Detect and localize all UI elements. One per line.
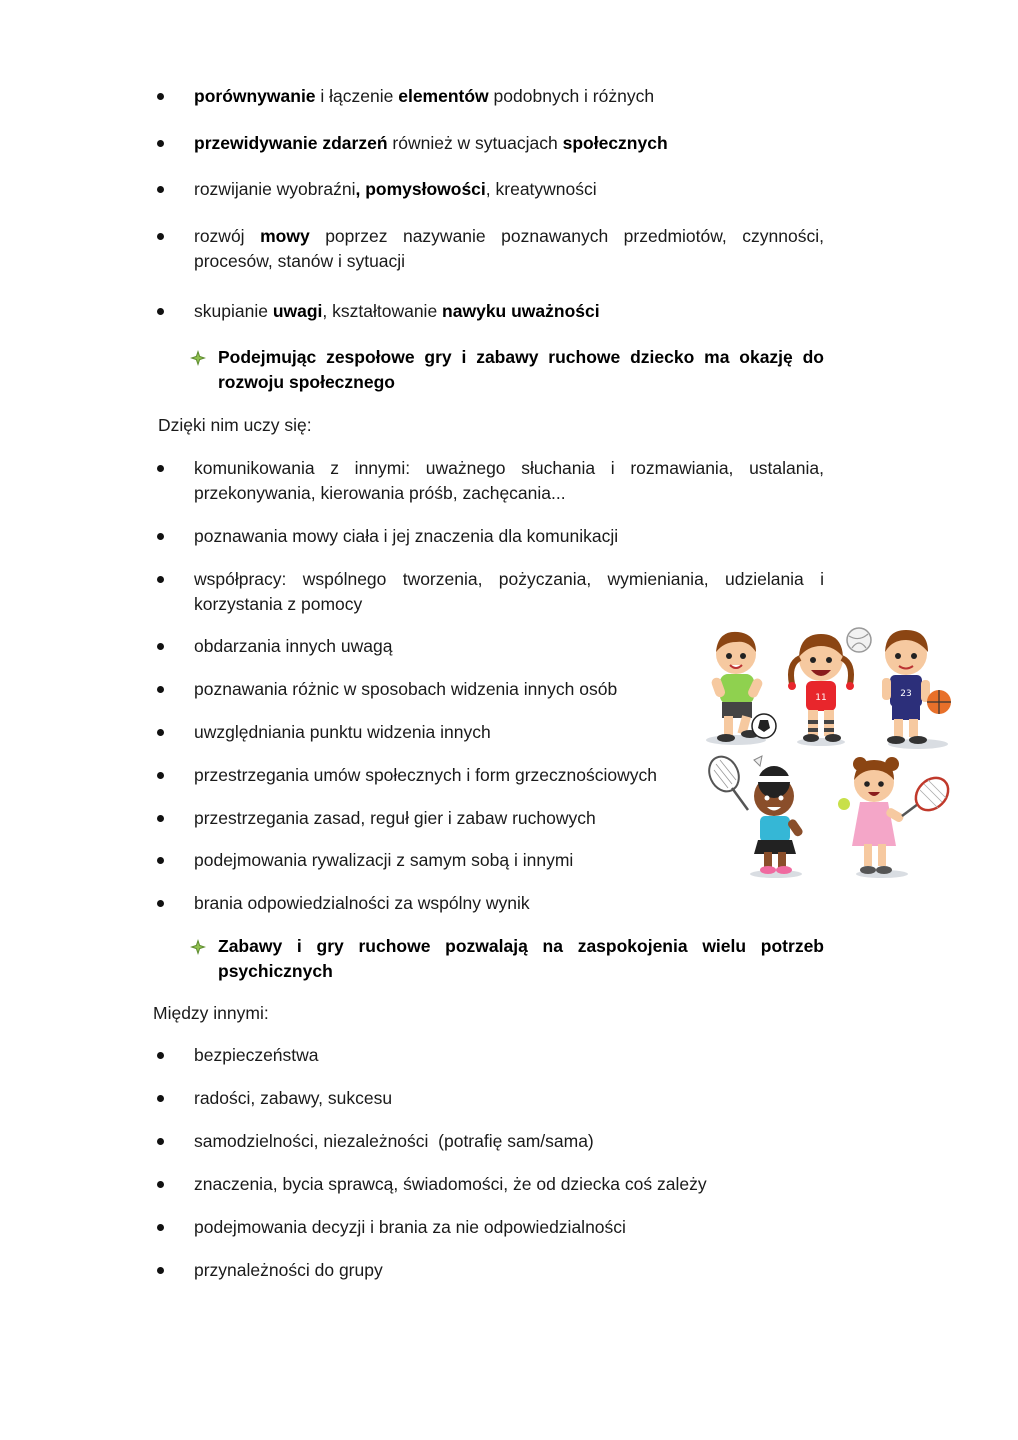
bullet-dot-icon — [154, 806, 194, 831]
list-item-text: samodzielności, niezależności (potrafię sam/sama) — [194, 1131, 594, 1151]
bullet-dot-icon — [154, 131, 194, 156]
list-item — [154, 1172, 824, 1197]
bold-text-fragment: nawyku uważności — [442, 301, 600, 321]
bullet-dot-icon — [154, 677, 194, 702]
bold-text-fragment: mowy — [260, 226, 310, 246]
bullet-dot-icon — [154, 1129, 194, 1154]
bullet-dot-icon — [154, 456, 194, 506]
children-playing-sports-illustration — [696, 624, 958, 886]
list-item — [154, 299, 824, 324]
list-item-text: radości, zabawy, sukcesu — [194, 1088, 393, 1108]
green-diamond-icon — [190, 345, 218, 395]
list-item — [154, 456, 824, 506]
list-item-text — [194, 131, 824, 156]
section-heading-text: Zabawy i gry ruchowe pozwalają na zaspokojenia wielu potrzeb psychicznych — [218, 936, 824, 981]
list-item — [154, 524, 824, 549]
bullet-dot-icon — [154, 567, 194, 617]
section-heading-text: Podejmując zespołowe gry i zabawy ruchowe dziecko ma okazję do rozwoju społecznego — [218, 347, 824, 392]
list-item — [154, 806, 684, 831]
text-fragment: poprzez nazywanie poznawanych przedmiotów, czynności, procesów, stanów i sytuacji — [194, 226, 824, 271]
bullet-dot-icon — [154, 1043, 194, 1068]
list-item — [154, 1086, 824, 1111]
list-item-text: przestrzegania umów społecznych i form grzecznościowych — [194, 765, 657, 785]
bold-text-fragment: przewidywanie zdarzeń — [194, 133, 388, 153]
list-item — [154, 1129, 824, 1154]
list-item-text: podejmowania decyzji i brania za nie odpowiedzialności — [194, 1217, 626, 1237]
list-item — [154, 1215, 824, 1240]
list-item — [154, 677, 684, 702]
bullet-dot-icon — [154, 177, 194, 202]
bullet-dot-icon — [154, 1258, 194, 1283]
bullet-dot-icon — [154, 1172, 194, 1197]
text-fragment: , kształtowanie — [322, 301, 443, 321]
jersey-number: 23 — [900, 689, 912, 699]
text-fragment: , kreatywności — [485, 179, 597, 199]
list-item — [154, 177, 824, 202]
bold-text-fragment: elementów — [398, 86, 489, 106]
list-item — [154, 131, 824, 156]
list-item — [154, 634, 684, 659]
bullet-dot-icon — [154, 524, 194, 549]
bullet-dot-icon — [154, 720, 194, 745]
basketball-boy-icon — [882, 630, 951, 744]
list-item — [154, 720, 684, 745]
intro-text: Dzięki nim uczy się: — [158, 415, 312, 435]
list-item — [154, 224, 824, 274]
list-item — [154, 848, 684, 873]
list-item-text: współpracy: wspólnego tworzenia, pożyczania, wymieniania, udzielania i korzystania z pomocy — [194, 569, 824, 614]
green-diamond-icon — [190, 934, 218, 984]
list-item-text: brania odpowiedzialności za wspólny wynik — [194, 893, 530, 913]
jersey-number: 11 — [815, 693, 827, 703]
intro-text: Między innymi: — [153, 1003, 269, 1023]
bold-text-fragment: porównywanie — [194, 86, 316, 106]
text-fragment: skupianie — [194, 301, 273, 321]
list-item-text — [194, 177, 824, 202]
volleyball-girl-icon — [788, 628, 871, 742]
list-item-text — [194, 299, 824, 324]
list-item — [154, 567, 824, 617]
bullet-dot-icon — [154, 848, 194, 873]
badminton-girl-icon — [704, 752, 804, 874]
text-fragment: rozwijanie wyobraźni — [194, 179, 356, 199]
bold-text-fragment: , pomysłowości — [355, 179, 486, 199]
list-item — [154, 1258, 824, 1283]
list-item-text — [194, 224, 824, 274]
list-item-text: komunikowania z innymi: uważnego słuchania i rozmawiania, ustalania, przekonywania, kierowania próśb, zachęcania... — [194, 458, 824, 503]
tennis-girl-icon — [838, 757, 955, 874]
list-item-text: poznawania mowy ciała i jej znaczenia dla komunikacji — [194, 526, 619, 546]
bullet-dot-icon — [154, 84, 194, 109]
list-item-text: przestrzegania zasad, reguł gier i zabaw ruchowych — [194, 808, 596, 828]
bullet-dot-icon — [154, 1086, 194, 1111]
list-item-text: obdarzania innych uwagą — [194, 636, 393, 656]
bold-text-fragment: społecznych — [562, 133, 668, 153]
list-item — [154, 763, 684, 788]
section-heading — [190, 345, 824, 395]
list-item — [154, 84, 824, 109]
list-item-text: bezpieczeństwa — [194, 1045, 319, 1065]
bullet-dot-icon — [154, 891, 194, 916]
list-item-text: podejmowania rywalizacji z samym sobą i innymi — [194, 850, 574, 870]
soccer-boy-icon — [710, 632, 776, 742]
bullet-dot-icon — [154, 763, 194, 788]
section-heading — [190, 934, 824, 984]
bold-text-fragment: uwagi — [272, 301, 323, 321]
list-item-text: znaczenia, bycia sprawcą, świadomości, że od dziecka coś zależy — [194, 1174, 707, 1194]
bullet-dot-icon — [154, 634, 194, 659]
bullet-dot-icon — [154, 224, 194, 274]
text-fragment: i łączenie — [315, 86, 399, 106]
bullet-dot-icon — [154, 1215, 194, 1240]
text-fragment: również w sytuacjach — [387, 133, 563, 153]
bullet-dot-icon — [154, 299, 194, 324]
list-item-text: przynależności do grupy — [194, 1260, 383, 1280]
list-item-text: uwzględniania punktu widzenia innych — [194, 722, 491, 742]
list-item-text: poznawania różnic w sposobach widzenia innych osób — [194, 679, 618, 699]
text-fragment: rozwój — [194, 226, 261, 246]
text-fragment: podobnych i różnych — [488, 86, 655, 106]
list-item — [154, 891, 824, 916]
list-item-text — [194, 84, 824, 109]
list-item — [154, 1043, 824, 1068]
